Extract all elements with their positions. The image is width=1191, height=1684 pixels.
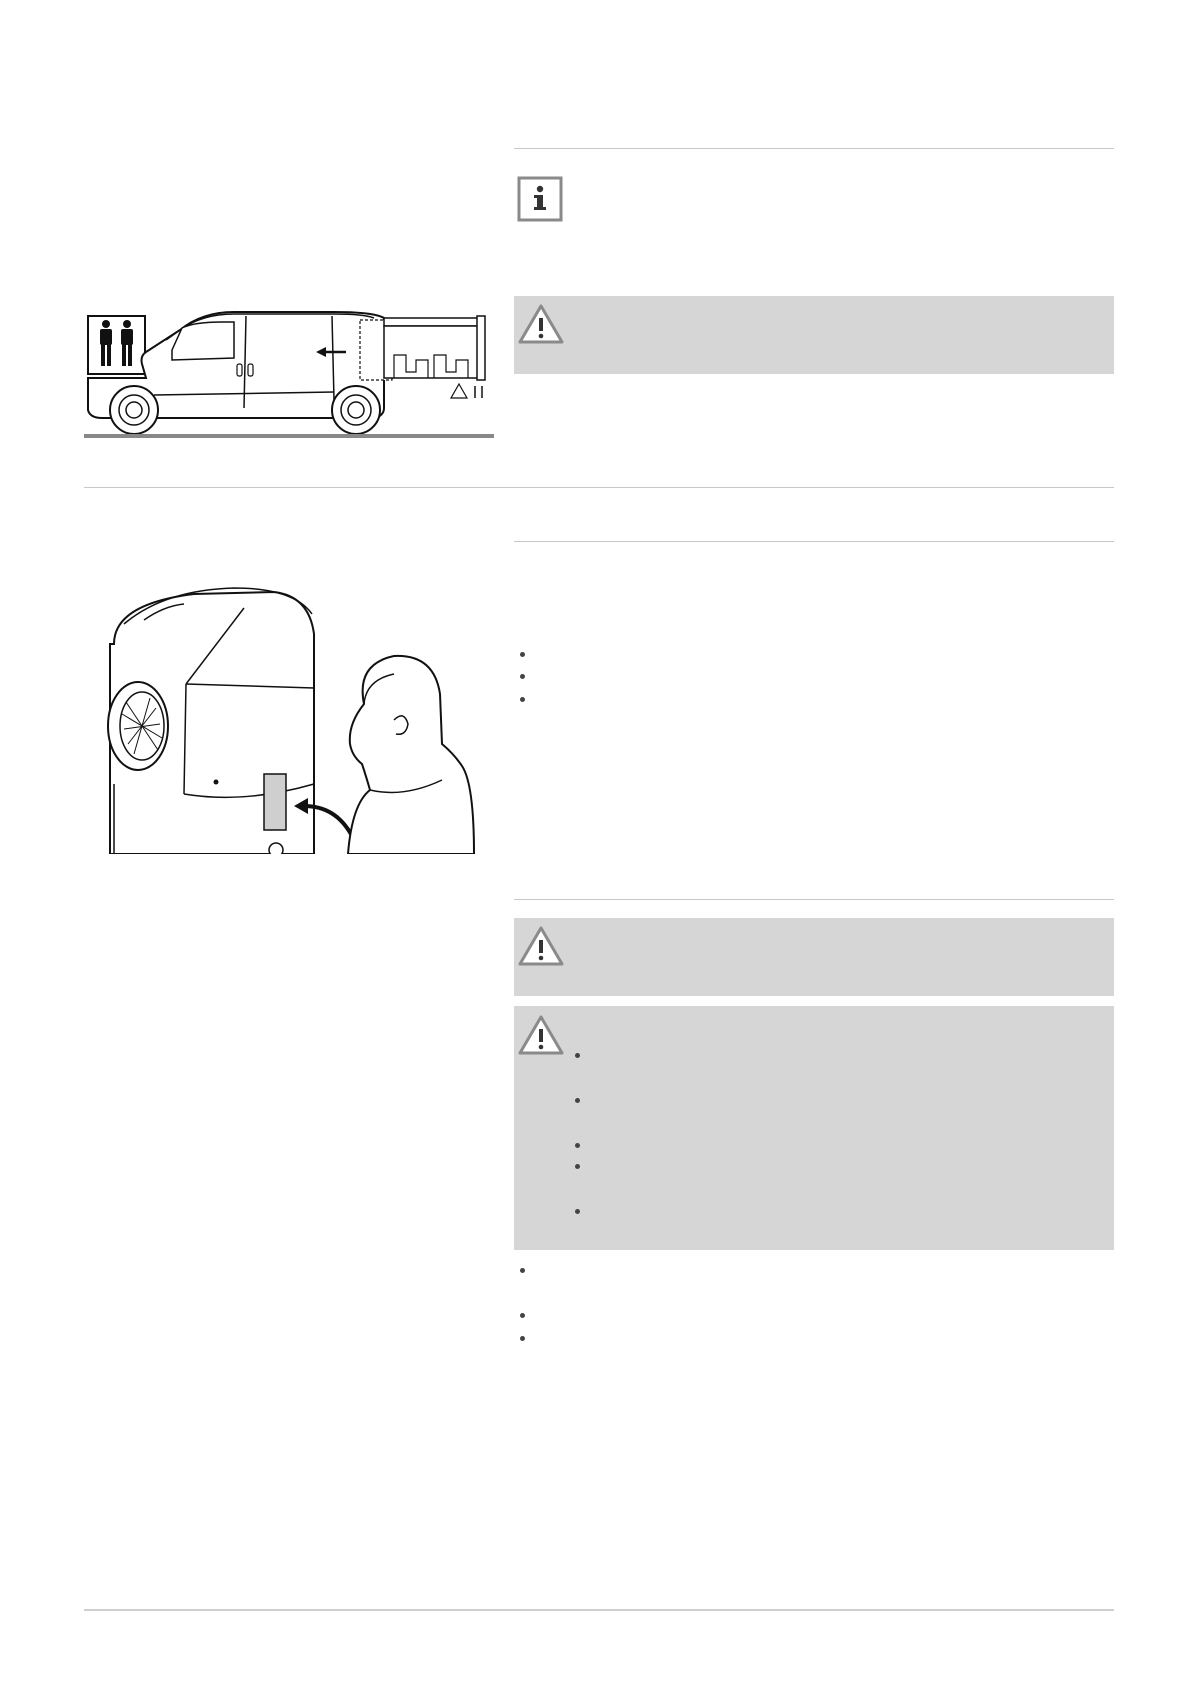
section-2-bullet-3 bbox=[520, 697, 525, 702]
warning-triangle-icon bbox=[517, 1014, 565, 1061]
info-icon bbox=[517, 176, 563, 222]
section-3-bullet-3 bbox=[520, 1336, 525, 1341]
section-divider-1 bbox=[84, 487, 1114, 488]
warning-box-2-bullet-1 bbox=[575, 1053, 580, 1058]
warning-box-2 bbox=[514, 1006, 1114, 1250]
section-3-top-rule bbox=[514, 899, 1114, 900]
section-3-bullet-1 bbox=[520, 1268, 525, 1273]
section-2-top-rule bbox=[514, 541, 1114, 542]
warning-triangle-icon bbox=[517, 925, 565, 972]
footer-rule bbox=[84, 1609, 1114, 1611]
warning-box-2-bullet-2 bbox=[575, 1098, 580, 1103]
warning-box-2-bullet-4 bbox=[575, 1164, 580, 1169]
warning-box-1 bbox=[514, 918, 1114, 996]
section-2-bullet-2 bbox=[520, 674, 525, 679]
section-3-bullet-2 bbox=[520, 1313, 525, 1318]
heat-pump-label-figure bbox=[104, 584, 480, 854]
van-loading-figure bbox=[84, 300, 494, 442]
warning-box-transport bbox=[514, 296, 1114, 374]
warning-box-2-bullet-3 bbox=[575, 1143, 580, 1148]
warning-box-2-bullet-5 bbox=[575, 1209, 580, 1214]
section-2-bullet-1 bbox=[520, 652, 525, 657]
section-1-top-rule bbox=[514, 148, 1114, 149]
warning-triangle-icon bbox=[517, 303, 565, 350]
